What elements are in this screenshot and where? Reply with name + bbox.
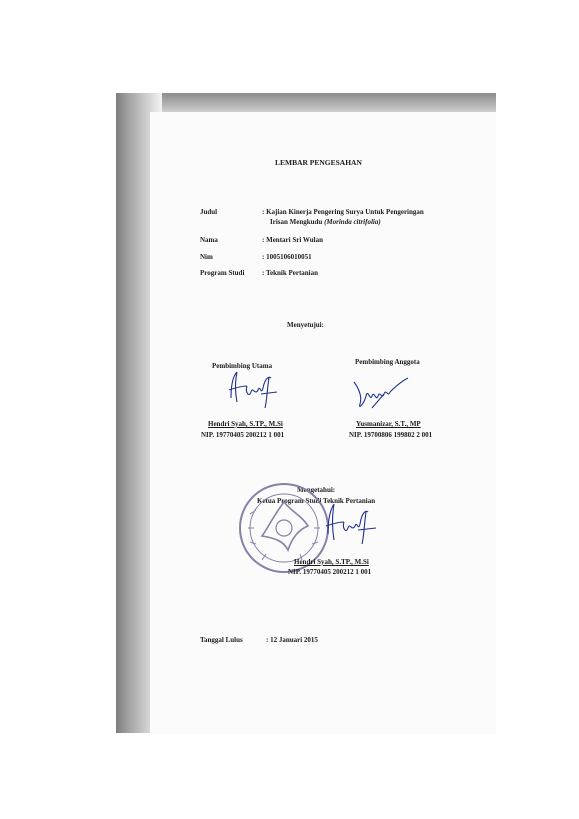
- field-label-nim: Nim: [200, 253, 213, 261]
- acknowledge-heading: Mengetahui:: [297, 486, 336, 494]
- field-value-judul-line2: [270, 218, 381, 226]
- head-of-program-role: Ketua Program Studi Teknik Pertanian: [257, 497, 376, 505]
- approval-heading: Menyetujui:: [287, 321, 324, 329]
- head-of-program-signature: [322, 500, 378, 548]
- page-title: LEMBAR PENGESAHAN: [275, 158, 362, 167]
- field-value-nim: : 1005106010051: [262, 253, 312, 261]
- field-label-program-studi: Program Studi: [200, 269, 245, 277]
- field-label-judul: Judul: [200, 208, 218, 216]
- advisor-main-role: Pembimbing Utama: [212, 362, 273, 370]
- field-value-judul: : Kajian Kinerja Pengering Surya Untuk Pengeringan: [262, 208, 424, 216]
- head-of-program-nip: NIP. 19770405 200212 1 001: [288, 568, 372, 576]
- advisor-main-signature: [225, 368, 281, 412]
- judul-line2-italic: (Morinda citrifolia): [324, 218, 381, 226]
- field-value-nama: : Mentari Sri Wulan: [262, 236, 323, 244]
- field-value-program-studi: : Teknik Pertanian: [262, 269, 319, 277]
- judul-line2-text: Irisan Mengkudu: [270, 218, 323, 226]
- head-of-program-name: Hendri Syah, S.TP., M.Si: [294, 558, 369, 566]
- graduation-label: Tanggal Lulus: [200, 636, 243, 644]
- graduation-date: : 12 Januari 2015: [266, 636, 318, 644]
- advisor-main-nip: NIP. 19770405 200212 1 001: [201, 431, 285, 439]
- field-label-nama: Nama: [200, 236, 218, 244]
- advisor-member-signature: [350, 374, 416, 414]
- advisor-member-nip: NIP. 19700806 199802 2 001: [349, 431, 433, 439]
- advisor-main-name: Hendri Syah, S.TP., M.Si: [208, 420, 283, 428]
- advisor-member-name: Yusmanizar, S.T., MP: [356, 420, 421, 428]
- advisor-member-role: Pembimbing Anggota: [355, 358, 420, 366]
